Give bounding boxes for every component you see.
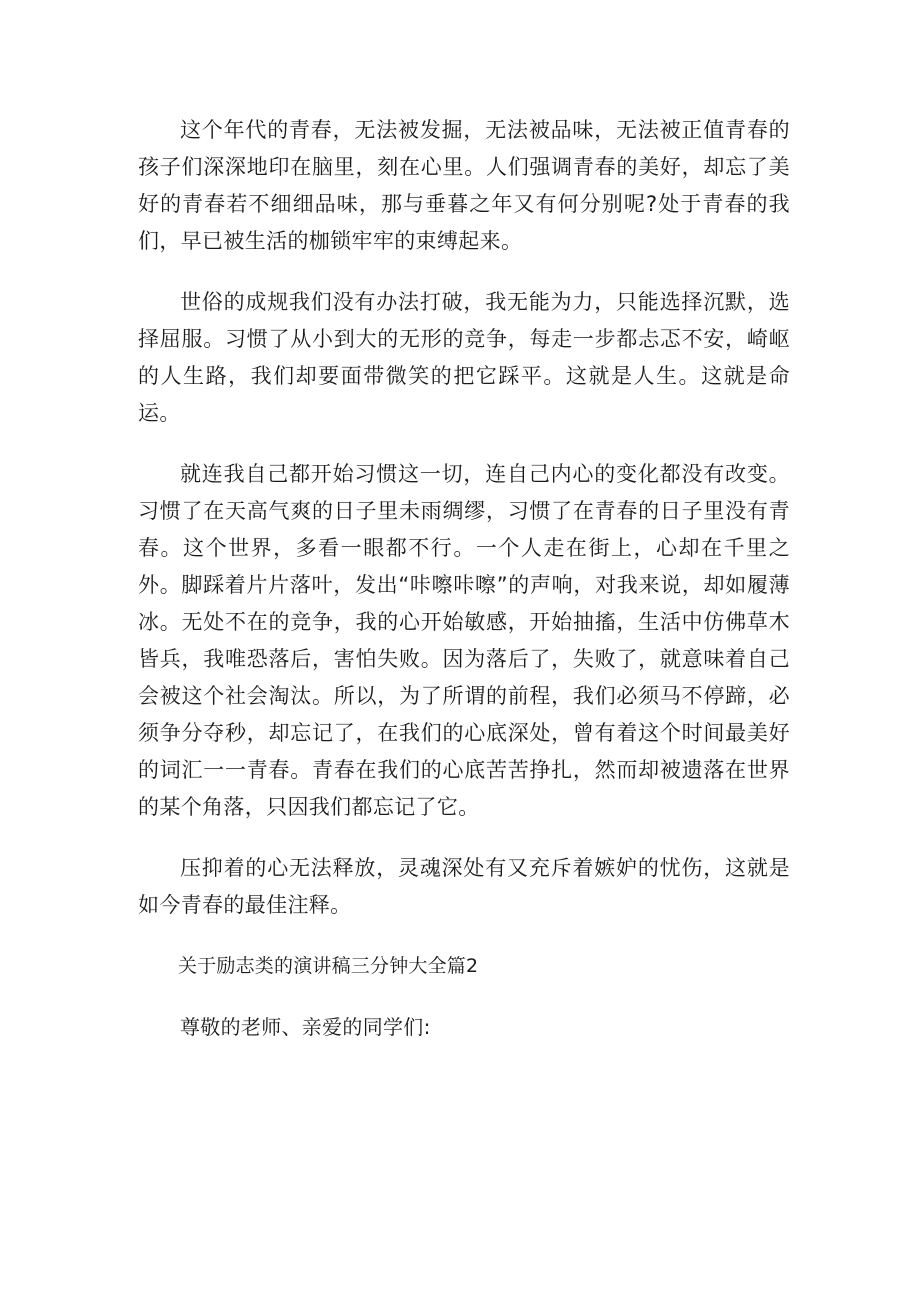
paragraph-2: 世俗的成规我们没有办法打破，我无能为力，只能选择沉默，选择屈服。习惯了从小到大的无形的竞争，每走一步都忐忑不安，崎岖的人生路，我们却要面带微笑的把它踩平。这就是人生。这就是命运。 — [138, 290, 790, 425]
paragraph-1: 这个年代的青春，无法被发掘，无法被品味，无法被正值青春的孩子们深深地印在脑里，刻在心里。人们强调青春的美好，却忘了美好的青春若不细细品味，那与垂暮之年又有何分别呢?处于青春的我们，早已被生活的枷锁牢牢的束缚起来。 — [138, 118, 790, 253]
document-body — [138, 112, 790, 1046]
salutation: 尊敬的老师、亲爱的同学们: — [180, 1015, 431, 1039]
paragraph-4: 压抑着的心无法释放，灵魂深处有又充斥着嫉妒的忧伤，这就是如今青春的最佳注释。 — [138, 856, 790, 917]
section-heading: 关于励志类的演讲稿三分钟大全篇2 — [178, 955, 479, 977]
paragraph-3: 就连我自己都开始习惯这一切，连自己内心的变化都没有改变。习惯了在天高气爽的日子里未雨绸缪，习惯了在青春的日子里没有青春。这个世界，多看一眼都不行。一个人走在街上，心却在千里之外。脚踩着片片落叶，发出“咔嚓咔嚓”的声响，对我来说，却如履薄冰。无处不在的竞争，我的心开始敏感，开始抽搐，生活中仿佛草木皆兵，我唯恐落后，害怕失败。因为落后了，失败了，就意味着自己会被这个社会淘汰。所以，为了所谓的前程，我们必须马不停蹄，必须争分夺秒，却忘记了，在我们的心底深处，曾有着这个时间最美好的词汇一一青春。青春在我们的心底苦苦挣扎，然而却被遗落在世界的某个角落，只因我们都忘记了它。 — [138, 462, 790, 819]
